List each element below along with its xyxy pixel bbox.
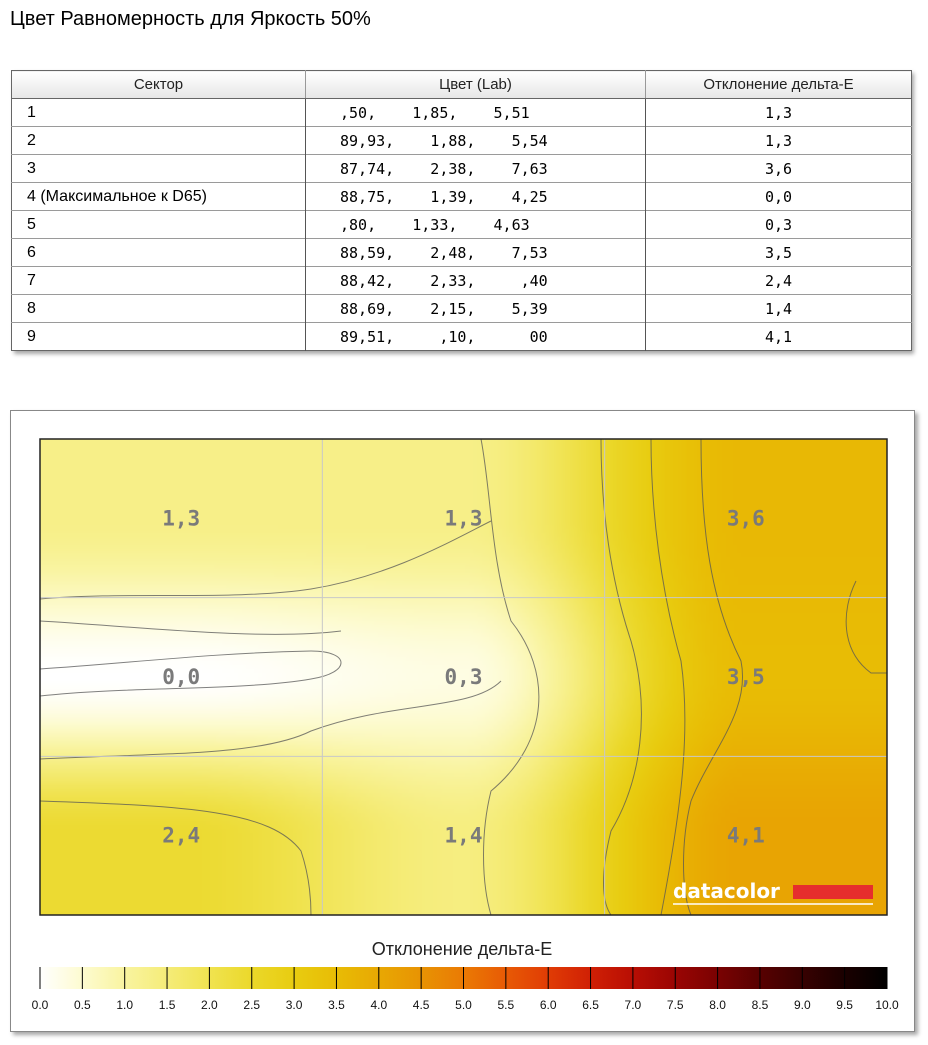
table-row xyxy=(12,183,912,211)
datacolor-logo: datacolor xyxy=(673,879,780,903)
table-body xyxy=(12,99,912,351)
cell-value-label: 0,0 xyxy=(162,665,201,689)
sector-cell: 3 xyxy=(12,155,306,183)
lab-value-cell: 89,51, ,10, 00 xyxy=(306,323,646,351)
table-row xyxy=(12,323,912,351)
delta-e-cell: 0,0 xyxy=(646,183,912,211)
scale-tick-label: 8.5 xyxy=(751,998,769,1012)
scale-tick-label: 1.0 xyxy=(116,998,134,1012)
cell-value-label: 1,3 xyxy=(162,506,201,531)
uniformity-table-container xyxy=(11,70,911,351)
scale-tick-label: 9.0 xyxy=(793,998,811,1012)
cell-value-label: 1,4 xyxy=(444,823,483,848)
lab-value-cell: 88,59, 2,48, 7,53 xyxy=(306,239,646,267)
cell-value-label: 3,6 xyxy=(726,506,765,531)
table-header-row xyxy=(12,71,912,99)
cell-value-label: 1,3 xyxy=(444,506,483,531)
cell-value-label: 0,3 xyxy=(444,665,483,689)
column-header-delta-e: Отклонение дельта-E xyxy=(646,71,912,99)
scale-tick-label: 5.0 xyxy=(455,998,472,1012)
scale-tick-label: 4.5 xyxy=(412,998,430,1012)
sector-cell: 4 (Максимальное к D65) xyxy=(12,183,306,211)
lab-value-cell: 88,42, 2,33, ,40 xyxy=(306,267,646,295)
cell-value-label: 3,5 xyxy=(726,665,765,689)
scale-tick-label: 3.5 xyxy=(328,998,345,1012)
scale-tick-label: 0.5 xyxy=(74,998,91,1012)
legend-title: Отклонение дельта-E xyxy=(371,939,553,959)
lab-value-cell: 87,74, 2,38, 7,63 xyxy=(306,155,646,183)
lab-value-cell: ,80, 1,33, 4,63 xyxy=(306,211,646,239)
lab-value-cell: 88,69, 2,15, 5,39 xyxy=(306,295,646,323)
lab-value-cell: ,50, 1,85, 5,51 xyxy=(306,99,646,127)
scale-tick-label: 5.5 xyxy=(497,998,515,1012)
cell-value-label: 4,1 xyxy=(726,823,765,848)
page-title: Цвет Равномерность для Яркость 50% xyxy=(10,8,371,30)
table-row xyxy=(12,267,912,295)
cell-value-label: 2,4 xyxy=(162,823,201,848)
scale-tick-label: 8.0 xyxy=(709,998,726,1012)
delta-e-cell: 0,3 xyxy=(646,211,912,239)
scale-tick-label: 4.0 xyxy=(370,998,388,1012)
column-header-lab: Цвет (Lab) xyxy=(306,71,646,99)
scale-tick-label: 9.5 xyxy=(836,998,853,1012)
scale-tick-label: 1.5 xyxy=(158,998,176,1012)
sector-cell: 6 xyxy=(12,239,306,267)
table-row xyxy=(12,295,912,323)
scale-tick-label: 6.0 xyxy=(539,998,557,1012)
delta-e-cell: 1,3 xyxy=(646,127,912,155)
uniformity-heatmap-chart xyxy=(11,411,914,1031)
scale-tick-label: 3.0 xyxy=(285,998,303,1012)
table-row xyxy=(12,155,912,183)
sector-cell: 8 xyxy=(12,295,306,323)
delta-e-cell: 4,1 xyxy=(646,323,912,351)
table-row xyxy=(12,99,912,127)
lab-value-cell: 88,75, 1,39, 4,25 xyxy=(306,183,646,211)
datacolor-logo-bar xyxy=(793,885,873,899)
scale-tick-label: 10.0 xyxy=(875,998,899,1012)
scale-tick-label: 2.5 xyxy=(243,998,261,1012)
scale-tick-label: 6.5 xyxy=(582,998,599,1012)
scale-tick-label: 2.0 xyxy=(201,998,218,1012)
column-header-sector: Сектор xyxy=(12,71,306,99)
uniformity-chart-frame xyxy=(10,410,915,1032)
uniformity-table xyxy=(11,70,912,351)
sector-cell: 7 xyxy=(12,267,306,295)
scale-tick-label: 0.0 xyxy=(31,998,49,1012)
delta-e-cell: 2,4 xyxy=(646,267,912,295)
table-row xyxy=(12,239,912,267)
sector-cell: 9 xyxy=(12,323,306,351)
sector-cell: 1 xyxy=(12,99,306,127)
sector-cell: 5 xyxy=(12,211,306,239)
sector-cell: 2 xyxy=(12,127,306,155)
delta-e-cell: 1,3 xyxy=(646,99,912,127)
scale-tick-label: 7.5 xyxy=(666,998,684,1012)
table-row xyxy=(12,211,912,239)
delta-e-cell: 3,6 xyxy=(646,155,912,183)
lab-value-cell: 89,93, 1,88, 5,54 xyxy=(306,127,646,155)
scale-tick-label: 7.0 xyxy=(624,998,642,1012)
delta-e-cell: 3,5 xyxy=(646,239,912,267)
delta-e-cell: 1,4 xyxy=(646,295,912,323)
table-row xyxy=(12,127,912,155)
